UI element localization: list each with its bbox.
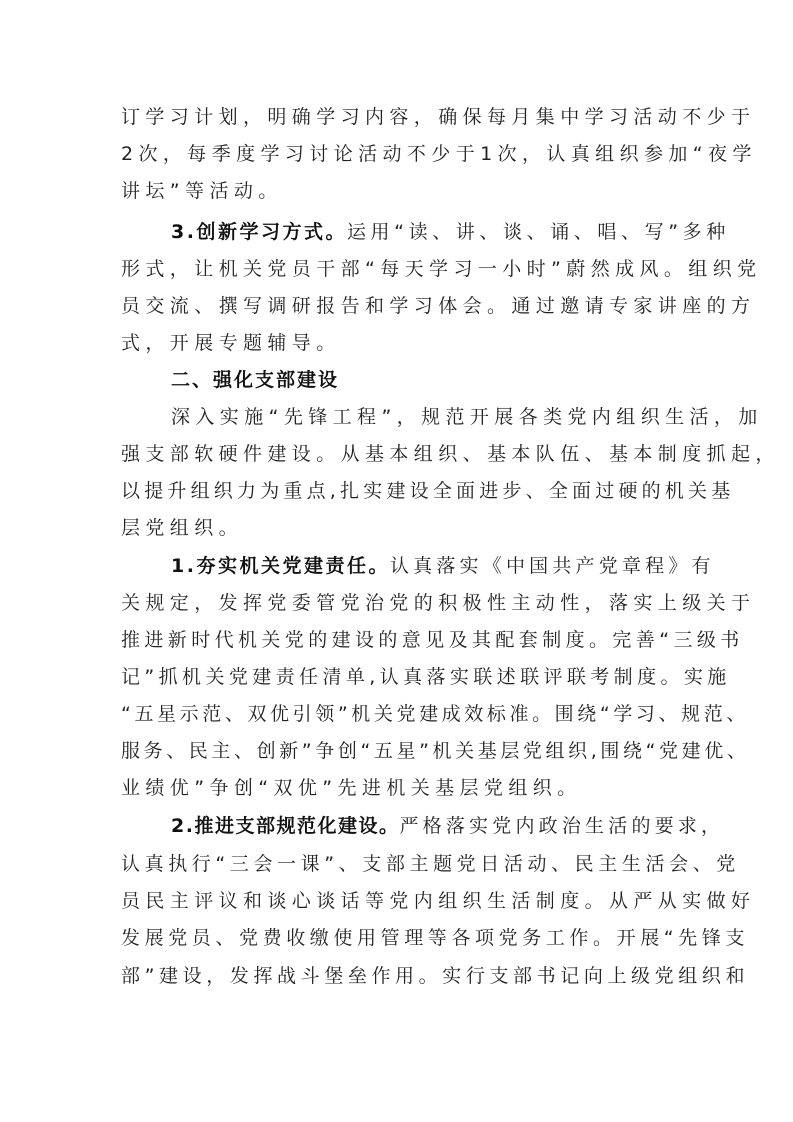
- text-line: “五星示范、双优引领”机关党建成效标准。围绕“学习、规范、: [121, 703, 749, 725]
- text-line: 以提升组织力为重点,扎实建设全面进步、全面过硬的机关基: [121, 480, 735, 502]
- item-title: 2.推进支部规范化建设。: [171, 815, 400, 837]
- item-text: 认真落实《中国共产党章程》有: [389, 555, 715, 577]
- text-line: 员民主评议和谈心谈话等党内组织生活制度。从严从实做好: [121, 890, 756, 912]
- item-first-line: [171, 219, 730, 245]
- text-line: 层党组织。: [121, 517, 244, 539]
- text-line: 关规定，发挥党委管党治党的积极性主动性，落实上级关于: [121, 592, 756, 614]
- text-line: 形式，让机关党员干部“每天学习一小时”蔚然成风。组织党: [121, 258, 762, 280]
- text-line: 2次，每季度学习讨论活动不少于1次，认真组织参加“夜学: [121, 143, 757, 165]
- text-line: 式，开展专题辅导。: [121, 332, 341, 354]
- text-line: 记”抓机关党建责任清单,认真落实联述联评联考制度。实施: [121, 666, 731, 688]
- item-first-line: [171, 813, 725, 839]
- item-first-line: [171, 553, 715, 579]
- item-text: 严格落实党内政治生活的要求，: [399, 815, 725, 837]
- text-line: 讲坛”等活动。: [121, 180, 283, 202]
- item-title: 3.创新学习方式。: [171, 221, 347, 243]
- text-line: 服务、民主、创新”争创“五星”机关基层党组织,围绕“党建优、: [121, 740, 750, 762]
- text-line: 深入实施“先锋工程”，规范开展各类党内组织生活，加: [171, 406, 763, 428]
- text-line: 部”建设，发挥战斗堡垒作用。实行支部书记向上级党组织和: [121, 965, 750, 987]
- text-line: 推进新时代机关党的建设的意见及其配套制度。完善“三级书: [121, 629, 744, 651]
- text-line: 员交流、撰写调研报告和学习体会。通过邀请专家讲座的方: [121, 295, 756, 317]
- item-text: 运用“读、讲、谈、诵、唱、写”多种: [346, 221, 730, 243]
- section-heading: 二、强化支部建设: [171, 369, 340, 391]
- text-line: 业绩优”争创“双优”先进机关基层党组织。: [121, 777, 582, 799]
- text-line: 订学习计划，明确学习内容，确保每月集中学习活动不少于: [121, 106, 756, 128]
- text-line: 认真执行“三会一课”、支部主题党日活动、民主生活会、党: [121, 853, 740, 875]
- item-title: 1.夯实机关党建责任。: [171, 555, 390, 577]
- text-line: 强支部软硬件建设。从基本组织、基本队伍、基本制度抓起，: [121, 443, 780, 465]
- text-line: 发展党员、党费收缴使用管理等各项党务工作。开展“先锋支: [121, 927, 750, 949]
